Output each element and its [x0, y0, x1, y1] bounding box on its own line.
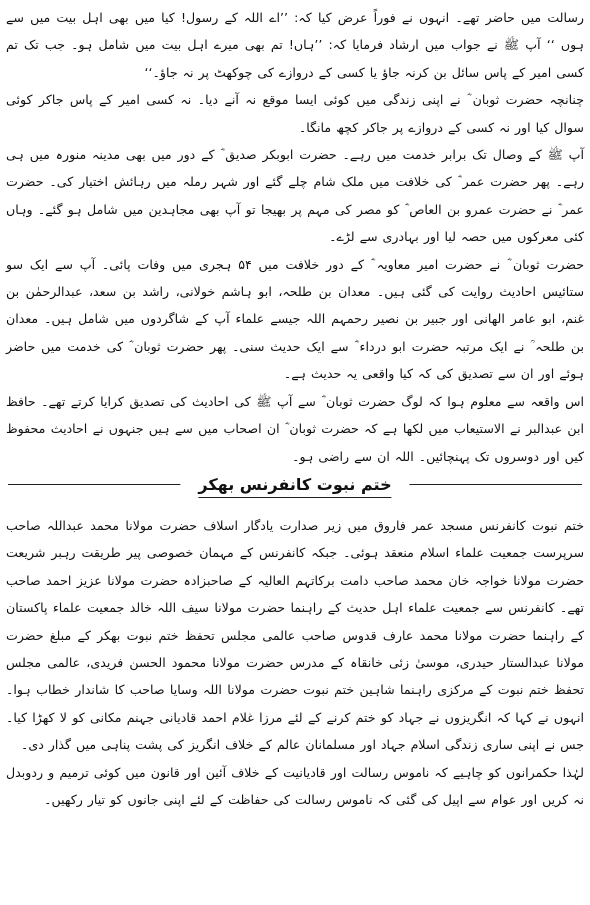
paragraph: لہٰذا حکمرانوں کو چاہیے کہ ناموس رسالت اور قادیانیت کے خلاف آئین اور قانون میں کوئی ترمیم و ردوبدل نہ کریں اور عوام سے اپیل کی گئی کہ ناموس رسالت کی حفاظت کے لئے اپنی جانوں کو تیار رکھیں۔ [6, 764, 584, 807]
section-heading-wrap [180, 474, 409, 499]
section-heading: ختم نبوت کانفرنس بھکر [198, 474, 392, 494]
section-divider [6, 472, 584, 498]
paragraph: ختم نبوت کانفرنس مسجد عمر فاروق میں زیر صدارت یادگار اسلاف حضرت مولانا محمد عبداللہ صاحب سرپرست جمعیت علماء اسلام منعقد ہوئی۔ جبکہ کانفرنس کے مہمان خصوصی پیر طریقت رہبر شریعت حضرت مولانا خواجہ خان محمد صاحب دامت برکاتہم العالیہ کے صاحبزادہ حضرت مولانا عزیز احمد صاحب تھے۔ کانفرنس سے جمعیت علماء اہل حدیث کے راہنما حضرت مولانا سیف اللہ خالد جمعیت علماء پاکستان کے راہنما حضرت مولانا محمد عارف قدوس صاحب عالمی مجلس تحفظ ختم نبوت بھکر کے مبلغ حضرت مولانا عبدالستار حیدری، موسیٰ زئی خانقاہ کے مدرس حضرت مولانا محمود الحسن فریدی، عالمی مجلس تحفظ ختم نبوت کے مرکزی راہنما شاہین ختم نبوت حضرت مولانا اللہ وسایا صاحب کا شاندار خطاب ہوا۔ انہوں نے کہا کہ انگریزوں نے جہاد کو ختم کرنے کے لئے مرزا غلام احمد قادیانی جہنم مکانی کو لا کھڑا کیا۔ جس نے اپنی ساری زندگی اسلام جہاد اور مسلمانان عالم کے خلاف انگریز کی پشت پناہی میں گذار دی۔ [6, 517, 584, 753]
paragraph: اس واقعہ سے معلوم ہوا کہ لوگ حضرت ثوبان ؓ سے آپ ﷺ کی احادیث کی تصدیق کرایا کرتے تھے۔ حافظ ابن عبدالبر نے الاستیعاب میں لکھا ہے کہ حضرت ثوبان ؓ ان اصحاب میں سے ہیں جنہوں نے احادیث محفوظ کیں اور دوسروں تک پہنچائیں۔ اللہ ان سے راضی ہو۔ [6, 393, 584, 464]
paragraph: آپ ﷺ کے وصال تک برابر خدمت میں رہے۔ حضرت ابوبکر صدیق ؓ کے دور میں بھی مدینہ منورہ میں ہی رہے۔ پھر حضرت عمر ؓ کی خلافت میں ملک شام چلے گئے اور شہر رملہ میں رہائش اختیار کی۔ حضرت عمر ؓ نے حضرت عمرو بن العاص ؓ کو مصر کی مہم پر بھیجا تو آپ بھی مجاہدین میں شامل ہو گئے۔ وہاں کئی معرکوں میں حصہ لیا اور بہادری سے لڑے۔ [6, 147, 584, 245]
paragraph: چنانچہ حضرت ثوبان ؓ نے اپنی زندگی میں کوئی ایسا موقع نہ آنے دیا۔ نہ کسی امیر کے پاس جاکر کوئی سوال کیا اور نہ کسی کے دروازے پر جاکر کچھ مانگا۔ [6, 92, 584, 135]
section-khatm-e-nabuwwat-conference [6, 512, 584, 813]
heading-underline [198, 497, 391, 499]
section-hazrat-thoban [6, 4, 584, 470]
page [6, 4, 584, 901]
paragraph: حضرت ثوبان ؓ نے حضرت امیر معاویہ ؓ کے دور خلافت میں ۵۴ ہجری میں وفات پائی۔ آپ سے ایک سو ستائیس احادیث روایت کی گئی ہیں۔ معدان بن طلحہ، ابو ہاشم خولانی، راشد بن سعد، عبدالرحمٰن بن غنم، ابو عامر الھانی اور جبیر بن نصیر رحمہم اللہ جیسے علماء آپ کے شاگردوں میں شامل ہیں۔ معدان بن طلحہ ؒ نے ایک مرتبہ حضرت ابو درداء ؓ سے ایک حدیث سنی۔ پھر حضرت ثوبان ؓ کی خدمت میں حاضر ہوئے اور ان سے تصدیق کی کہ کیا واقعی یہ حدیث ہے۔ [6, 256, 584, 382]
paragraph: رسالت میں حاضر تھے۔ انہوں نے فوراً عرض کیا کہ: ’’اے اللہ کے رسول! کیا میں بھی اہل بیت میں سے ہوں ‘‘ آپ ﷺ نے جواب میں ارشاد فرمایا کہ: ’’ہاں! تم بھی میرے اہل بیت میں شامل ہو۔ جب تک تم کسی امیر کے پاس سائل بن کرنہ جاؤ یا کسی کے دروازے کی چوکھٹ پر نہ جاؤ۔‘‘ [6, 10, 584, 80]
